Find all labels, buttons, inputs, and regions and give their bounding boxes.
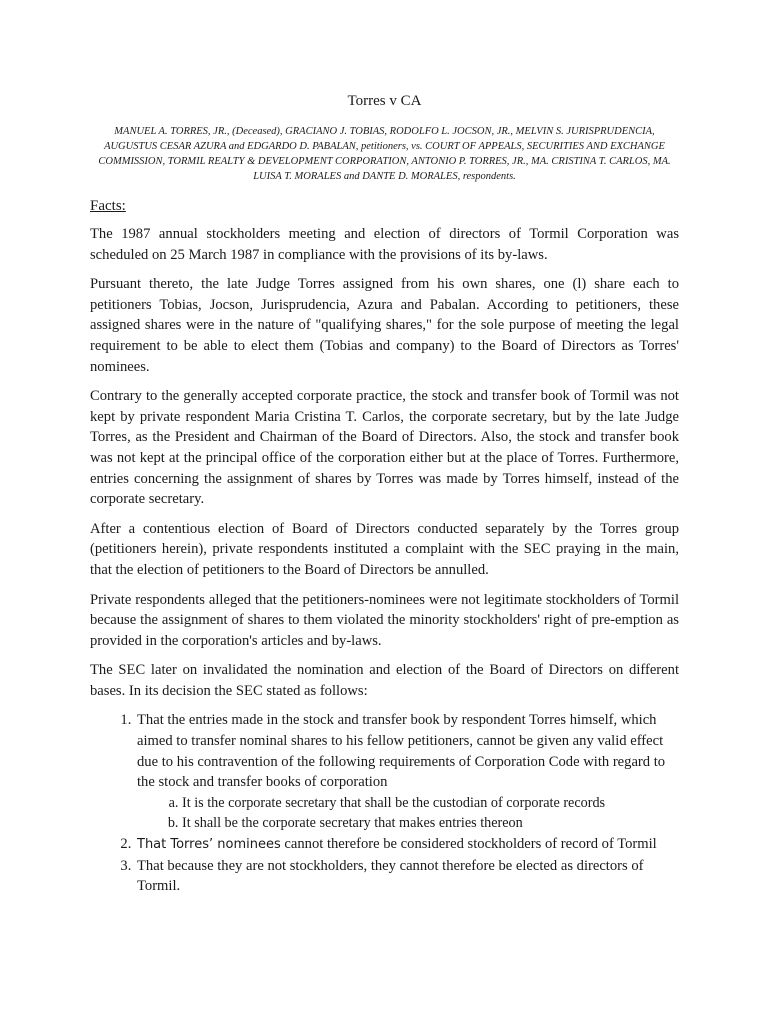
- document-page: [90, 92, 679, 897]
- paragraph: Pursuant thereto, the late Judge Torres assigned from his own shares, one (l) share each to petitioners Tobias, Jocson, Jurisprudencia, Azura and Pabalan. According to petitioners, these assigned shares were in the nature of "qualifying shares," for the sole purpose of meeting the legal requirement to be able to elect them (Tobias and company) to the Board of Directors as Torres' nominees.: [90, 276, 679, 375]
- list-item: [135, 834, 679, 856]
- list-item-text: cannot therefore be considered stockholders of record of Tormil: [280, 836, 657, 853]
- paragraph: Contrary to the generally accepted corporate practice, the stock and transfer book of Tormil was not kept by private respondent Maria Cristina T. Carlos, the corporate secretary, but by the late Judge Torres, as the President and Chairman of the Board of Directors. Also, the stock and transfer book was not kept at the principal office of the corporation either but at the place of Torres. Furthermore, entries concerning the assignment of shares by Torres was made by Torres himself, instead of the corporate secretary.: [90, 388, 679, 508]
- case-parties: MANUEL A. TORRES, JR., (Deceased), GRACIANO J. TOBIAS, RODOLFO L. JOCSON, JR., MELVIN S. JURISPRUDENCIA, AUGUSTUS CESAR AZURA and EDGARDO D. PABALAN, petitioners, vs. COURT OF APPEALS, SECURITIES AND EXCHANGE COMMISSION, TORMIL REALTY & DEVELOPMENT CORPORATION, ANTONIO P. TORRES, JR., MA. CRISTINA T. CARLOS, MA. LUISA T. MORALES and DANTE D. MORALES, respondents.: [98, 126, 671, 182]
- paragraph: The 1987 annual stockholders meeting and election of directors of Tormil Corporation was scheduled on 25 March 1987 in compliance with the provisions of its by-laws.: [90, 226, 679, 263]
- list-item-text: That the entries made in the stock and transfer book by respondent Torres himself, which aimed to transfer nominal shares to his fellow petitioners, cannot be given any valid effect due to his contravention of the following requirements of Corporation Code with regard to the stock and transfer books of corporation: [137, 712, 666, 791]
- list-item: [135, 710, 679, 834]
- sub-list: [137, 793, 679, 834]
- list-item: 3. That because they are not stockholders, they cannot therefore be elected as directors of Tormil.: [135, 856, 679, 897]
- sec-findings-list: [90, 710, 679, 896]
- facts-heading: Facts:: [90, 198, 126, 214]
- sub-list-item: b. It shall be the corporate secretary that makes entries thereon: [182, 813, 679, 834]
- paragraph: The SEC later on invalidated the nomination and election of the Board of Directors on different bases. In its decision the SEC stated as follows:: [90, 662, 679, 699]
- document-title: Torres v CA: [347, 93, 422, 109]
- sub-list-item: a. It is the corporate secretary that shall be the custodian of corporate records: [182, 793, 679, 814]
- list-item-prefix: That Torres’ nominees: [137, 837, 281, 853]
- paragraph: Private respondents alleged that the petitioners-nominees were not legitimate stockholders of Tormil because the assignment of shares to them violated the minority stockholders' right of pre-emption as provided in the corporation's articles and by-laws.: [90, 591, 679, 649]
- paragraph: After a contentious election of Board of Directors conducted separately by the Torres group (petitioners herein), private respondents instituted a complaint with the SEC praying in the main, that the election of petitioners to the Board of Directors be annulled.: [90, 520, 679, 578]
